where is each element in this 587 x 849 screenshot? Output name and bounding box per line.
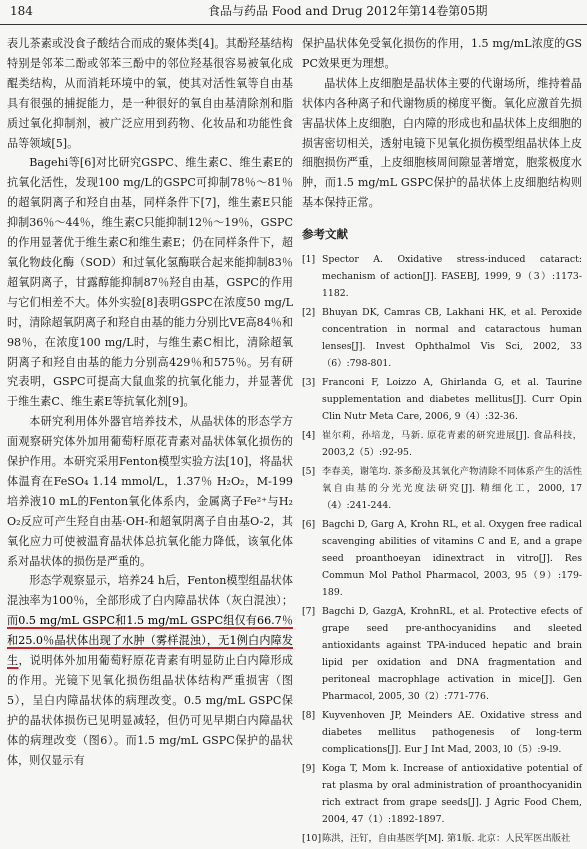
reference-item (302, 304, 582, 372)
reference-text: Bagchi D, GazgA, KrohnRL, et al. Protective efects of grape seed pre-anthocyanidins and sleeted antioxidants against TPA-induced hepatic and brain lipid per oxidation and DNA fragmentation and peritoneal macrophlage activation in mice[J]. Gen Pharmacol, 2005, 30（2）:771-776. (322, 606, 582, 703)
right-column (302, 34, 582, 849)
paragraph: 保护晶状体免受氧化损伤的作用，1.5 mg/mL浓度的GSPC效果更为理想。 (302, 37, 582, 70)
paragraph: 表儿茶素或没食子酸结合而成的聚体类[4]。其酚羟基结构特别是邻苯二酚或邻苯三酚中的邻位羟基很容易被氧化成醌类结构，从而消耗环境中的氧，使其对活性氧等自由基具有很强的捕捉能力，是一种很好的氧自由基清除剂和脂质过氧化抑制剂，被广泛应用到药物、化妆品和功能性食品等领域[5]。 (7, 37, 293, 150)
reference-item (302, 374, 582, 425)
paragraph: Bagehi等[6]对比研究GSPC、维生素C、维生素E的抗氧化活性，发现100 mg/L的GSPC可抑制78％～81％的超氧阴离子和羟自由基，同样条件下[7]，维生素E只能抑制36％～44％，维生素C只能抑制12％～19％，GSPC的作用显著优于维生素C和维生素E；仍在同样条件下，超氧化物歧化酶（SOD）和过氧化氢酶联合起来能抑制83％超氧阴离子，甘露醇能抑制87％羟自由基，GSPC的作用与它们相差不大。体外实验[8]表明GSPC在浓度50 mg/L时，清除超氧阴离子和羟自由基的能力分别比VE高84％和98％，在浓度100 mg/L时，与维生素C相比，清除超氧阴离子和羟自由基的能力分别高429％和575％。另有研究表明，GSPC可提高大鼠血浆的抗氧化能力，并显著优于维生素C、维生素E等抗氧化剂[9]。 (7, 156, 293, 409)
left-column (7, 34, 293, 771)
reference-text: 李春美，谢笔均. 茶多酚及其氧化产物清除不同体系产生的活性氧自由基的分光光度法研究[J]. 精细化工，2000, 17（4）:241-244. (322, 466, 582, 512)
reference-number: [10] (302, 833, 322, 845)
reference-text: 陈洪，汪钉，自由基医学[M]. 第1版. 北京：人民军医出版社 (322, 833, 571, 845)
reference-text: 崔尔莉，孙培龙，马新. 原花青素的研究进展[J]. 食品科技，2003,2（5）:92-95. (322, 430, 582, 459)
reference-text: Franconi F, Loizzo A, Ghirlanda G, et al. Taurine supplementation and diabetes mellitus[J]. Curr Opin Clin Nutr Meta Care, 2006, 9（4）:32-36. (322, 377, 582, 423)
page-number: 184 (10, 4, 33, 18)
reference-item (302, 760, 582, 828)
reference-item (302, 516, 582, 601)
reference-text: Kuyvenhoven JP, Meinders AE. Oxidative stress and diabetes mellitus pathogenesis of long-term complications[J]. Eur J Int Mad, 2003, l0（5）:9-l9. (322, 710, 582, 756)
reference-item (302, 251, 582, 302)
references-heading: 参考文献 (302, 227, 348, 242)
reference-number: [7] (302, 606, 316, 618)
reference-number: [6] (302, 519, 316, 531)
reference-item (302, 707, 582, 758)
reference-number: [3] (302, 377, 316, 389)
paragraph: 本研究利用体外器官培养技术，从晶状体的形态学方面观察研究体外加用葡萄籽原花青素对晶状体氧化损伤的保护作用。本研究采用Fenton模型实验方法[10]，将晶状体温育在FeSO₄ 1.14 mmol/L，1.37％ H₂O₂，M-199培养液10 mL的Fenton氧化体系内，金属离子Fe²⁺与H₂O₂反应可产生羟自由基·OH-和超氧阴离子自由基O-2，其氧化应力可使被温育晶状体总抗氧化能力降低，该氧化体系对晶状体的损伤是严重的。 (7, 415, 293, 568)
reference-item (302, 830, 582, 847)
reference-number: [5] (302, 466, 316, 478)
reference-number: [2] (302, 307, 316, 319)
reference-item (302, 427, 582, 461)
reference-item (302, 463, 582, 514)
paragraph-text: ，说明体外加用葡萄籽原花青素有明显防止白内障形成的作用。光镜下见氧化损伤组晶状体结构严重损害（图5），呈白内障晶状体的病理改变。0.5 mg/mL GSPC保护的晶状体损伤已见明显减轻，但仍可见早期白内障晶状体的病理改变（图6）。而1.5 mg/mL GSPC保护的晶状体，则仅显示有 (7, 654, 293, 767)
reference-text: Bagchi D, Garg A, Krohn RL, et al. Oxygen free radical scavenging abilities of vitamins C and E, and a grape seed proanthoeyan idinextract in vitro[J]. Res Commun Mol Pathol Pharmacol, 2003, 95（9）:179-189. (322, 519, 582, 599)
reference-number: [9] (302, 763, 316, 775)
highlighted-text: 而0.5 mg/mL GSPC和1.5 mg/mL GSPC组仅有66.7％和25.0％晶状体出现了水肿（雾样混浊），无1例白内障发生 (7, 614, 293, 668)
reference-text: Bhuyan DK, Camras CB, Lakhani HK, et al. Peroxide concentration in normal and cataractous human lenses[J]. Invest Ophthalmol Vis Sci, 2002, 33（6）:798-801. (322, 307, 582, 370)
reference-item (302, 603, 582, 705)
reference-number: [4] (302, 430, 316, 442)
reference-number: [1] (302, 254, 316, 266)
reference-number: [8] (302, 710, 316, 722)
reference-list (302, 251, 582, 847)
journal-title: 食品与药品 Food and Drug 2012年第14卷第05期 (208, 4, 488, 18)
paragraph-text: 形态学观察显示，培养24 h后，Fenton模型组晶状体混浊率为100％，全部形成了白内障晶状体（灰白混浊）； (7, 574, 293, 608)
page-header (0, 0, 587, 25)
paragraph (7, 571, 293, 770)
reference-text: Spector A. Oxidative stress-induced cataract: mechanism of action[J]. FASEBJ, 1999, 9（3）:1173-1182. (322, 254, 582, 300)
paragraph: 晶状体上皮细胞是晶状体主要的代谢场所，维持着晶状体内各种离子和代谢物质的梯度平衡。氧化应激首先损害晶状体上皮细胞，白内障的形成也和晶状体上皮细胞的损害密切相关，透射电镜下见氧化损伤模型组晶状体上皮细胞损伤严重，上皮细胞核周间隙显著增宽，胞浆极度水肿，而1.5 mg/mL GSPC保护的晶状体上皮细胞结构则基本保持正常。 (302, 76, 582, 210)
reference-text: Koga T, Mom k. Increase of antioxidative potential of rat plasma by oral administration of proanthocyanidin rich extract from grape seeds[J]. J Agric Food Chem, 2004, 47（1）:1892-1897. (322, 763, 582, 826)
